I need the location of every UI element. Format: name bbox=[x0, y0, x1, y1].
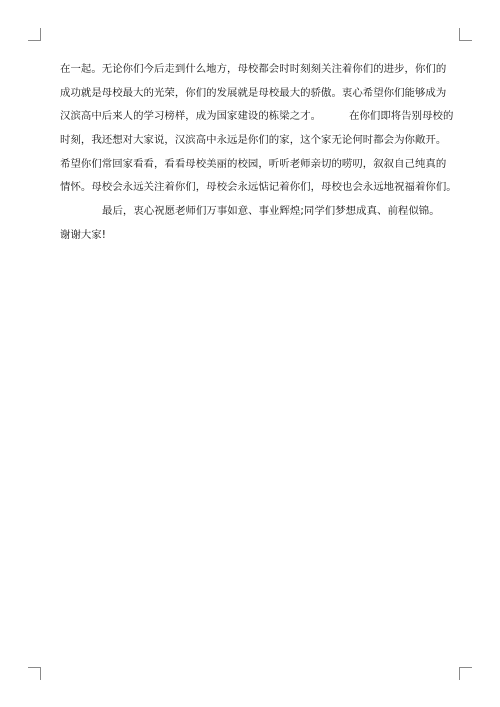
text-line-6: 情怀。母校会永远关注着你们，母校会永远惦记着你们，母校也会永远地祝福着你们。 bbox=[60, 181, 457, 194]
body-text bbox=[60, 63, 457, 254]
text-line-3 bbox=[60, 110, 454, 123]
text-line-8: 谢谢大家! bbox=[60, 228, 106, 241]
corner-mark-top-right bbox=[459, 28, 472, 41]
corner-mark-top-left bbox=[28, 28, 41, 41]
corner-mark-bottom-left bbox=[28, 667, 41, 680]
text-line-3-part-1: 汉滨高中后来人的学习榜样，成为国家建设的栋梁之才。 bbox=[60, 110, 322, 123]
text-line-1: 在一起。无论你们今后走到什么地方，母校都会时时刻刻关注着你们的进步，你们的 bbox=[60, 63, 447, 75]
text-line-7: 最后，衷心祝愿老师们万事如意、事业辉煌;同学们梦想成真、前程似锦。 bbox=[102, 205, 440, 218]
corner-mark-bottom-right bbox=[459, 667, 472, 680]
text-line-4: 时刻，我还想对大家说，汉滨高中永远是你们的家，这个家无论何时都会为你敞开。 bbox=[60, 134, 447, 147]
text-line-2: 成功就是母校最大的光荣，你们的发展就是母校最大的骄傲。衷心希望你们能够成为 bbox=[60, 86, 447, 99]
text-line-3-part-2: 在你们即将告别母校的 bbox=[349, 110, 454, 123]
text-line-5: 希望你们常回家看看，看看母校美丽的校园，听听老师亲切的唠叨，叙叙自己纯真的 bbox=[60, 157, 447, 170]
